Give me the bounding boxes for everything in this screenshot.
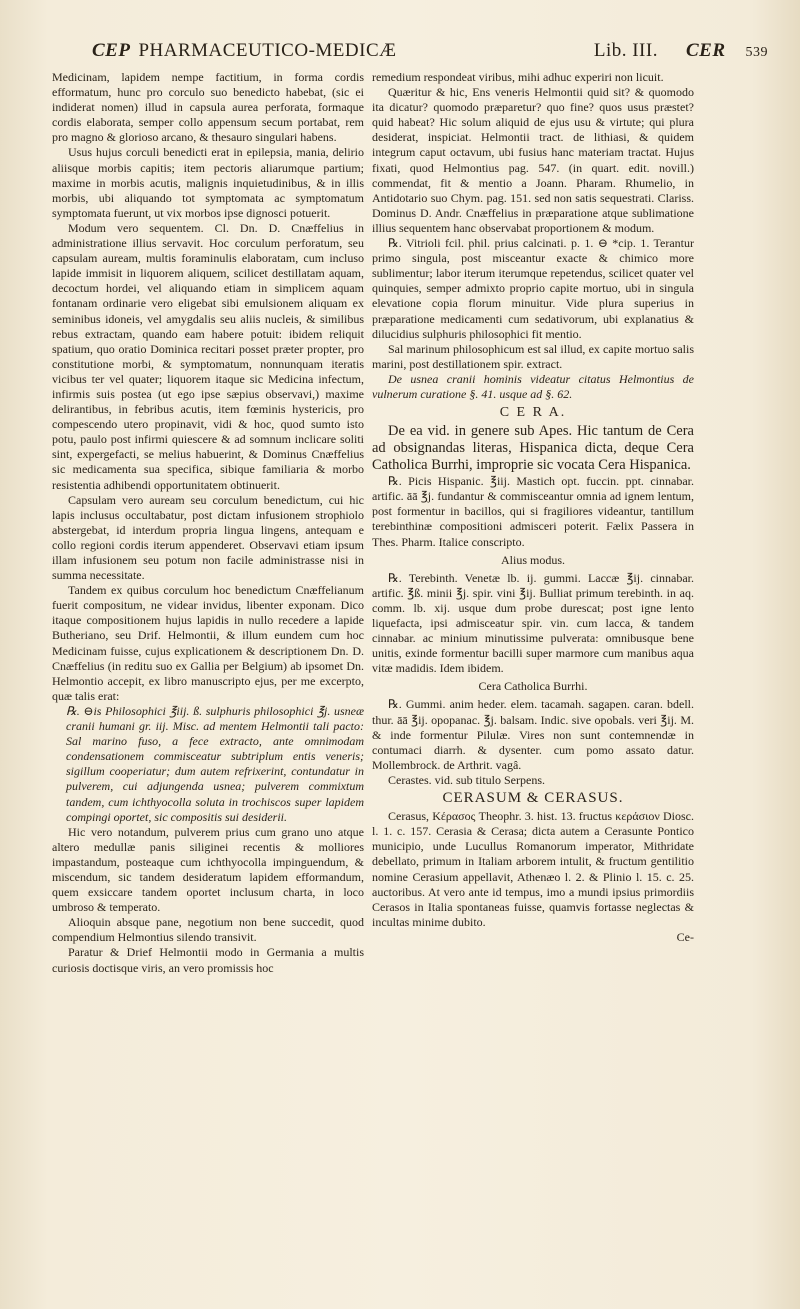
recipe-paragraph: ℞. Gummi. anim heder. elem. tacamah. sagapen. caran. bdell. thur. āā ℥ij. opopanac. ℥j. balsam. Indic. sive opobals. veri ℥ij. M. & inde formentur Pilulæ. Vires non sunt contemnendæ in contumaci diarrh. & dysenter. cum pomo assato datur. Mollembrock. de Arthrit. vagâ. [372, 697, 694, 772]
running-header [92, 40, 768, 62]
paragraph: Usus hujus corculi benedicti erat in epilepsia, mania, delirio aliisque morbis capitis; item pectoris aliarumque partium; maxime in morbis acutis, malignis inquietudinibus, & in illis morbis, ubi aliquando tot symptomata ac symptomatum symptomata fuerunt, ut vix morbos ipse dignosci potuerit. [52, 145, 364, 220]
paragraph: Hic vero notandum, pulverem prius cum grano uno atque altero medullæ panis siliginei recentis & molliores impastandum, posteaque cum ichthyocolla impinguendum, & miscendum, sic tandem desideratum lapidem efformandum, quem exsiccare tandem oportet inclusum charta, in loco umbroso & temperato. [52, 824, 364, 915]
paragraph: Medicinam, lapidem nempe factitium, in forma cordis efformatum, hunc pro corculo suo benedicto habebat, (sic ei indiderat nomen) illud in capsula aurea perforata, formaque cordis elaborata, semper collo appensum secum portabat, rem pro magno & glorioso arcano, & thesauro singulari habens. [52, 70, 364, 145]
paragraph: Modum vero sequentem. Cl. Dn. D. Cnæffelius in administratione illius servavit. Hoc corculum perforatum, seu capsulam auream, multis foraminulis elaboratam, cum incluso lapide immisit in liquorem aliquem, scilicet destillatam aquam, decoctum hordei, vel aliquando etiam in simplicem aquam fontanam ordinarie vero eligebat sibi emulsionem aliquam ex seminibus idoneis, vel amygdalis seu aliis nucleis, & similibus rebus extractam, quando eam habere potuit: ibidem reliquit spatium, quo oratio Dominica recitari posset præter propter, pro constitutione morbi, & symptomatum, nonnunquam iteratis vicibus ter vel quater; liquorem itaque sic Medicina infectum, infirmis suis postea (ut ego ipse sæpius observavi,) maxime delirantibus, in febribus acutis, item fœminis hystericis, pro compescendo utero propinavit, vidi & hoc, quod sumto isto potu, paulo post infirmi quiescere & ad somnum inclicare soliti sint, expergefacti, se melius habuerint, & Dominus Cnæffelius sic medicamenta sua specifica, sibique familiaria & morbo resistentia adhibendi opportunitatem obtinuerit. [52, 220, 364, 492]
book-label: Lib. III. [593, 40, 658, 61]
paragraph: De usnea cranii hominis videatur citatus Helmontius de vulnerum curatione §. 41. usque ad §. 62. [372, 371, 694, 401]
catchword: Ce- [676, 929, 694, 944]
paragraph: De ea vid. in genere sub Apes. Hic tantum de Cera ad obsignandas literas, Hispanica dicta, deque Cera Catholica Burrhi, improprie sic vocata Cera Hispanica. [372, 423, 694, 474]
paragraph: Cerastes. vid. sub titulo Serpens. [388, 772, 545, 787]
right-headword: CER [685, 40, 726, 61]
paragraph: Tandem ex quibus corculum hoc benedictum Cnæffelianum fuerit compositum, ne videar invidus, libenter exponam. Dico itaque compositionem hujus lapidis in nullo recedere a lapide Butheriano, seu Drif. Helmontii, & illum eundem cum hoc Medicinam fuisse, cujus explicationem & descriptionem Dn. D. Cnæffelius (in reditu suo ex Gallia per Belgium) ab ipsomet Dn. Helmontio accepit, ex libro manuscripto ejus, per me excerpto, quæ talis erat: [52, 583, 364, 703]
paragraph: Alioquin absque pane, negotium non bene succedit, quod compendium Helmontius silendo transivit. [52, 915, 364, 945]
recipe-paragraph: ℞. Vitrioli fcil. phil. prius calcinati. p. 1. ⊖ *cip. 1. Terantur primo singula, post misceantur exacte & chimico more sublimentur; labor iterum iterumque repetendus, scilicet quater vel quinquies, semper admixto proprio capite mortuo, ubi in singula elevatione copia florum minuitur. Vide plura superius in præparatione medicamenti cum sedativorum, ubi explanatius & dilucidius sulphuris philosophici fit mentio. [372, 236, 694, 341]
paragraph: remedium respondeat viribus, mihi adhuc experiri non licuit. [372, 70, 664, 84]
recipe-paragraph: ℞. ⊖is Philosophici ℥iij. ß. sulphuris philosophici ℥j. usneæ cranii humani gr. iij. Misc. ad mentem Helmontii tali pacto: Sal marino fuso, a fece extracto, ante omnimodam condensationem commisceatur subtriplum entis veneris; sigillum cooperiatur; dum autem refrixerint, contundatur in pulverem, cui adjungenda usnea; pulverem commixtum tandem, cum ichthyocolla soluta in trochiscos super lapidem compingi oportet, sic compositis sui desiderii. [66, 703, 364, 824]
subheading-cera-catholica: Cera Catholica Burrhi. [478, 679, 588, 694]
recipe-paragraph: ℞. Terebinth. Venetæ lb. ij. gummi. Laccæ ℥ij. cinnabar. artific. ℥ß. minii ℥j. spir. vini ℥ij. Bulliat primum terebinth. in aq. comm. lb. xij. usque dum probe durescat; post igne lento liquefacta, ipsi admisceatur spir. vin. cum lacca, & tandem cinnabar. ac minium minutissime pulverata: omnibusque bene unitis, exinde formentur bacilli super marmore cum manibus aqua vitæ madidis. Idem ibidem. [372, 570, 694, 676]
paragraph: Cerasus, Κέρασος Theophr. 3. hist. 13. fructus κεράσιον Diosc. l. 1. c. 157. Cerasia & Cerasa; dicta autem a Cerasunte Pontico municipio, unde Lucullus Romanorum imperator, Mithridate debellato, primum in Italiam arborem intulit, & fructum gentilitio nomine Cerasium appellavit, Athenæo l. 2. & Plinio l. 15. c. 25. auctoribus. At vero ante id tempus, imo a mundi ipsius primordiis Cerasos in Italia spontaneas fuisse, quamvis fortasse neglectas & incultas minime dubito. [372, 809, 694, 929]
section-heading-cerasum: CERASUM & CERASUS. [442, 790, 624, 807]
right-column [372, 70, 694, 945]
subheading-alius-modus: Alius modus. [500, 552, 565, 567]
paragraph: Sal marinum philosophicum est sal illud, ex capite mortuo salis marini, post destillationem spir. extract. [372, 341, 694, 371]
paragraph: Capsulam vero auream seu corculum benedictum, cui hic lapis inclusus occultabatur, post dictam infusionem strophiolo abstergebat, id interdum propria lingua lingens, antequam e collo regioni cordis iterum appenderet. Observavi etiam ipsum illam infusionem seu potum non facile administrasse nisi in summa necessitate. [52, 492, 364, 583]
running-title: PHARMACEUTICO-MEDICÆ [138, 40, 397, 61]
paragraph: Quæritur & hic, Ens veneris Helmontii quid sit? & quomodo ita dicatur? quomodo præparetur? quo fine? quos usus præstet? quid habeat? Hic solum aliquid de ejus usu & virtute; qui plura desiderat, inspiciat. Helmontii tract. de lithiasi, & quidem integrum caput octavum, ubi fusius hanc materiam tractat. Hujus fixati, quod Helmontius pag. 547. (in quart. edit. novill.) commendat, fit & mentio a Joann. Pharam. Rhumelio, in Antidotario suo Chym. pag. 151. sed non satis sequestrati. Clariss. Dominus D. Andr. Cnæffelius in præparatione atque sublimatione illius sequentem hanc observabat proportionem & modum. [372, 85, 694, 235]
paragraph: Paratur & Drief Helmontii modo in Germania a multis curiosis doctisque viris, an vero promissis hoc [52, 945, 364, 975]
left-headword: CEP [92, 40, 131, 61]
recipe-paragraph: ℞. Picis Hispanic. ℥iij. Mastich opt. fuccin. ppt. cinnabar. artific. āā ℥j. fundantur & commisceantur omnia ad ignem lentum, post formentur in bacillos, qui si fragiliores videantur, tantillum terebinthinæ compositioni admisceri poterit. Fælix Passera in Thes. Pharm. Italice conscripto. [372, 474, 694, 549]
section-heading-cera: C E R A. [499, 405, 567, 421]
page-number: 539 [745, 45, 768, 60]
left-column [52, 70, 364, 976]
